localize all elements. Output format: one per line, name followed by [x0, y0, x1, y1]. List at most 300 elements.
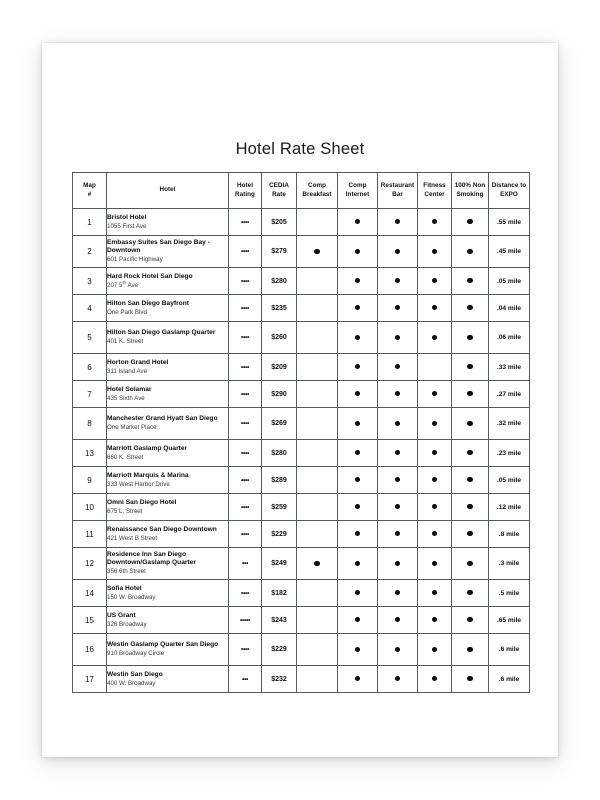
column-header-line: Rating — [235, 190, 255, 198]
bullet-dot-icon — [467, 335, 472, 340]
cell-map-number: 15 — [73, 607, 107, 634]
hotel-name: Westin San Diego — [107, 670, 163, 678]
cell-restaurant-bar — [378, 548, 418, 580]
cell-hotel — [107, 467, 229, 494]
hotel-name: Hotel Solamar — [107, 385, 152, 393]
bullet-dot-icon — [355, 219, 360, 224]
column-header-line: Center — [424, 190, 445, 198]
cell-comp-internet — [338, 209, 378, 236]
cell-restaurant-bar — [378, 607, 418, 634]
cell-hotel — [107, 494, 229, 521]
bullet-dot-icon — [467, 676, 472, 681]
cell-cedia-rate: $259 — [262, 494, 297, 521]
table-row — [73, 381, 530, 408]
table-row — [73, 467, 530, 494]
bullet-dot-icon — [395, 249, 400, 254]
hotel-address: 601 Pacific Highway — [107, 256, 163, 264]
column-header-line: Comp — [307, 181, 327, 189]
cell-comp-breakfast — [297, 408, 338, 440]
cell-hotel — [107, 354, 229, 381]
cell-restaurant-bar — [378, 209, 418, 236]
cell-restaurant-bar — [378, 467, 418, 494]
column-header-map — [73, 173, 107, 209]
cell-hotel-rating: •••• — [229, 354, 262, 381]
bullet-dot-icon — [467, 590, 472, 595]
cell-hotel — [107, 295, 229, 322]
cell-fitness-center — [418, 268, 452, 295]
bullet-dot-icon — [432, 531, 437, 536]
hotel-name: Bristol Hotel — [107, 213, 147, 221]
bullet-dot-icon — [432, 421, 437, 426]
cell-comp-internet — [338, 580, 378, 607]
cell-hotel — [107, 236, 229, 268]
cell-cedia-rate: $260 — [262, 322, 297, 354]
cell-restaurant-bar — [378, 381, 418, 408]
cell-fitness-center — [418, 494, 452, 521]
bullet-dot-icon — [432, 391, 437, 396]
bullet-dot-icon — [395, 676, 400, 681]
cell-distance-to-expo: .23 mile — [489, 440, 530, 467]
column-header-hotel — [107, 173, 229, 209]
cell-comp-internet — [338, 666, 378, 693]
cell-cedia-rate: $280 — [262, 440, 297, 467]
bullet-dot-icon — [355, 391, 360, 396]
table-row — [73, 521, 530, 548]
table-row — [73, 354, 530, 381]
column-header-smoking — [452, 173, 489, 209]
cell-distance-to-expo: .32 mile — [489, 408, 530, 440]
bullet-dot-icon — [395, 335, 400, 340]
cell-restaurant-bar — [378, 666, 418, 693]
cell-non-smoking — [452, 607, 489, 634]
bullet-dot-icon — [467, 364, 472, 369]
cell-cedia-rate: $249 — [262, 548, 297, 580]
cell-comp-breakfast — [297, 494, 338, 521]
cell-cedia-rate: $243 — [262, 607, 297, 634]
hotel-name: Hard Rock Hotel San Diego — [107, 272, 193, 280]
cell-map-number: 5 — [73, 322, 107, 354]
column-header-line: Comp — [348, 181, 367, 189]
table-row — [73, 209, 530, 236]
bullet-dot-icon — [467, 391, 472, 396]
hotel-name: Sofia Hotel — [107, 584, 142, 592]
cell-non-smoking — [452, 548, 489, 580]
column-header-line: Smoking — [456, 190, 484, 198]
hotel-name: Embassy Suites San Diego Bay - Downtown — [107, 238, 210, 255]
bullet-dot-icon — [355, 561, 360, 566]
cell-distance-to-expo: .06 mile — [489, 322, 530, 354]
bullet-dot-icon — [395, 617, 400, 622]
column-header-line: 100% Non — [454, 181, 486, 189]
bullet-dot-icon — [355, 590, 360, 595]
column-header-rate — [262, 173, 297, 209]
cell-map-number: 13 — [73, 440, 107, 467]
bullet-dot-icon — [395, 647, 400, 652]
cell-non-smoking — [452, 467, 489, 494]
hotel-address: 401 K. Street — [107, 338, 144, 345]
cell-map-number: 16 — [73, 634, 107, 666]
cell-comp-breakfast — [297, 521, 338, 548]
cell-comp-internet — [338, 381, 378, 408]
cell-comp-breakfast — [297, 666, 338, 693]
cell-hotel — [107, 548, 229, 580]
bullet-dot-icon — [467, 249, 472, 254]
cell-cedia-rate: $289 — [262, 467, 297, 494]
column-header-breakfast — [297, 173, 338, 209]
hotel-address: 400 W. Broadway — [107, 679, 156, 687]
cell-comp-internet — [338, 494, 378, 521]
cell-fitness-center — [418, 580, 452, 607]
hotel-name: Horton Grand Hotel — [107, 358, 169, 366]
bullet-dot-icon — [395, 421, 400, 426]
cell-restaurant-bar — [378, 440, 418, 467]
table-row — [73, 295, 530, 322]
bullet-dot-icon — [432, 561, 437, 566]
cell-distance-to-expo: .45 mile — [489, 236, 530, 268]
cell-distance-to-expo: .33 mile — [489, 354, 530, 381]
cell-comp-breakfast — [297, 268, 338, 295]
bullet-dot-icon — [467, 647, 472, 652]
cell-hotel-rating: •••• — [229, 580, 262, 607]
column-header-fitness — [418, 173, 452, 209]
bullet-dot-icon — [355, 504, 360, 509]
cell-hotel-rating: •••• — [229, 634, 262, 666]
cell-restaurant-bar — [378, 236, 418, 268]
bullet-dot-icon — [355, 617, 360, 622]
bullet-dot-icon — [467, 477, 472, 482]
cell-restaurant-bar — [378, 354, 418, 381]
table-row — [73, 236, 530, 268]
cell-non-smoking — [452, 408, 489, 440]
hotel-name: Residence Inn San Diego Downtown/Gaslamp Quarter — [107, 550, 196, 567]
hotel-address: 660 K. Street — [107, 453, 144, 461]
cell-comp-breakfast — [297, 467, 338, 494]
cell-hotel-rating: ••• — [229, 666, 262, 693]
cell-comp-internet — [338, 295, 378, 322]
cell-restaurant-bar — [378, 580, 418, 607]
hotel-name: Westin Gaslamp Quarter San Diego — [107, 641, 219, 649]
column-header-line: Bar — [392, 190, 403, 198]
cell-fitness-center — [418, 467, 452, 494]
cell-non-smoking — [452, 440, 489, 467]
cell-cedia-rate: $235 — [262, 295, 297, 322]
bullet-dot-icon — [432, 335, 437, 340]
cell-comp-breakfast — [297, 322, 338, 354]
bullet-dot-icon — [432, 450, 437, 455]
hotel-address: 356 6th Street — [107, 568, 146, 576]
cell-hotel — [107, 268, 229, 295]
cell-hotel — [107, 521, 229, 548]
bullet-dot-icon — [395, 219, 400, 224]
cell-cedia-rate: $232 — [262, 666, 297, 693]
table-row — [73, 494, 530, 521]
bullet-dot-icon — [467, 305, 472, 310]
column-header-line: Distance to — [491, 181, 527, 189]
cell-comp-internet — [338, 467, 378, 494]
table-body — [73, 209, 530, 693]
cell-non-smoking — [452, 580, 489, 607]
hotel-rate-table — [72, 172, 530, 693]
bullet-dot-icon — [432, 249, 437, 254]
bullet-dot-icon — [432, 676, 437, 681]
bullet-dot-icon — [432, 504, 437, 509]
column-header-line: EXPO — [500, 190, 518, 198]
cell-hotel-rating: •••• — [229, 408, 262, 440]
column-header-line: Rate — [272, 190, 286, 198]
cell-cedia-rate: $182 — [262, 580, 297, 607]
column-header-line: Map — [83, 181, 96, 189]
cell-hotel — [107, 381, 229, 408]
table-row — [73, 634, 530, 666]
cell-comp-breakfast — [297, 580, 338, 607]
hotel-name: Hilton San Diego Bayfront — [107, 299, 189, 307]
cell-hotel — [107, 408, 229, 440]
table-row — [73, 440, 530, 467]
cell-distance-to-expo: .3 mile — [489, 548, 530, 580]
cell-restaurant-bar — [378, 521, 418, 548]
hotel-name: Hilton San Diego Gaslamp Quarter — [107, 329, 216, 337]
table-row — [73, 268, 530, 295]
hotel-name: Marriott Gaslamp Quarter — [107, 444, 188, 452]
cell-distance-to-expo: .05 mile — [489, 467, 530, 494]
bullet-dot-icon — [395, 561, 400, 566]
cell-hotel — [107, 440, 229, 467]
bullet-dot-icon — [395, 364, 400, 369]
cell-restaurant-bar — [378, 494, 418, 521]
table-row — [73, 408, 530, 440]
cell-hotel — [107, 322, 229, 354]
hotel-address: One Market Place — [107, 424, 157, 431]
cell-comp-internet — [338, 548, 378, 580]
cell-comp-internet — [338, 607, 378, 634]
cell-restaurant-bar — [378, 322, 418, 354]
bullet-dot-icon — [432, 477, 437, 482]
column-header-line: Fitness — [423, 181, 446, 189]
cell-hotel-rating: •••• — [229, 494, 262, 521]
ordinal-suffix: th — [122, 279, 127, 285]
cell-non-smoking — [452, 381, 489, 408]
cell-restaurant-bar — [378, 295, 418, 322]
cell-cedia-rate: $209 — [262, 354, 297, 381]
cell-distance-to-expo: .04 mile — [489, 295, 530, 322]
bullet-dot-icon — [314, 561, 319, 566]
cell-hotel-rating: •••• — [229, 236, 262, 268]
cell-restaurant-bar — [378, 408, 418, 440]
table-row — [73, 548, 530, 580]
cell-fitness-center — [418, 236, 452, 268]
bullet-dot-icon — [395, 305, 400, 310]
bullet-dot-icon — [355, 477, 360, 482]
column-header-restbar — [378, 173, 418, 209]
cell-restaurant-bar — [378, 268, 418, 295]
cell-hotel-rating: •••• — [229, 322, 262, 354]
column-header-line: CEDIA — [269, 181, 289, 189]
hotel-address: One Park Blvd — [107, 308, 147, 316]
cell-non-smoking — [452, 268, 489, 295]
bullet-dot-icon — [467, 450, 472, 455]
column-header-line: Hotel — [237, 181, 253, 189]
cell-non-smoking — [452, 322, 489, 354]
cell-hotel — [107, 607, 229, 634]
cell-hotel-rating: ••••• — [229, 607, 262, 634]
hotel-name: Renaissance San Diego Downtown — [107, 525, 217, 533]
hotel-address: 311 Island Ave — [107, 367, 148, 375]
cell-map-number: 11 — [73, 521, 107, 548]
cell-hotel-rating: •••• — [229, 521, 262, 548]
cell-restaurant-bar — [378, 634, 418, 666]
cell-cedia-rate: $279 — [262, 236, 297, 268]
hotel-address: 1055 First Ave — [107, 222, 147, 230]
table-row — [73, 666, 530, 693]
cell-cedia-rate: $229 — [262, 634, 297, 666]
table-row — [73, 322, 530, 354]
cell-fitness-center — [418, 607, 452, 634]
hotel-address: 910 Broadway Circle — [107, 650, 165, 657]
cell-non-smoking — [452, 521, 489, 548]
cell-hotel-rating: ••• — [229, 548, 262, 580]
cell-hotel — [107, 209, 229, 236]
table-row — [73, 607, 530, 634]
document-page — [42, 43, 558, 757]
bullet-dot-icon — [395, 278, 400, 283]
bullet-dot-icon — [432, 219, 437, 224]
bullet-dot-icon — [355, 647, 360, 652]
bullet-dot-icon — [355, 676, 360, 681]
cell-comp-internet — [338, 440, 378, 467]
cell-cedia-rate: $229 — [262, 521, 297, 548]
cell-comp-internet — [338, 236, 378, 268]
cell-distance-to-expo: .6 mile — [489, 634, 530, 666]
cell-non-smoking — [452, 354, 489, 381]
hotel-address: 150 W. Broadway — [107, 593, 156, 601]
bullet-dot-icon — [395, 477, 400, 482]
cell-fitness-center — [418, 521, 452, 548]
cell-fitness-center — [418, 666, 452, 693]
hotel-address: 333 West Harbor Drive — [107, 480, 170, 488]
bullet-dot-icon — [467, 504, 472, 509]
cell-fitness-center — [418, 209, 452, 236]
bullet-dot-icon — [467, 421, 472, 426]
bullet-dot-icon — [395, 590, 400, 595]
cell-fitness-center — [418, 354, 452, 381]
cell-comp-breakfast — [297, 295, 338, 322]
cell-map-number: 2 — [73, 236, 107, 268]
bullet-dot-icon — [355, 450, 360, 455]
cell-map-number: 10 — [73, 494, 107, 521]
bullet-dot-icon — [355, 335, 360, 340]
column-header-rating — [229, 173, 262, 209]
cell-hotel-rating: •••• — [229, 440, 262, 467]
column-header-line: Hotel — [159, 186, 176, 194]
cell-hotel-rating: •••• — [229, 295, 262, 322]
cell-distance-to-expo: .27 mile — [489, 381, 530, 408]
cell-fitness-center — [418, 295, 452, 322]
cell-map-number: 6 — [73, 354, 107, 381]
table-header — [73, 173, 530, 209]
bullet-dot-icon — [467, 561, 472, 566]
bullet-dot-icon — [355, 531, 360, 536]
bullet-dot-icon — [467, 531, 472, 536]
bullet-dot-icon — [355, 305, 360, 310]
column-header-line: # — [87, 190, 92, 198]
bullet-dot-icon — [355, 421, 360, 426]
cell-cedia-rate: $280 — [262, 268, 297, 295]
cell-fitness-center — [418, 634, 452, 666]
bullet-dot-icon — [432, 305, 437, 310]
cell-comp-breakfast — [297, 440, 338, 467]
hotel-address: 326 Broadway — [107, 620, 147, 628]
cell-comp-breakfast — [297, 381, 338, 408]
hotel-name: Manchester Grand Hyatt San Diego — [107, 415, 218, 423]
cell-fitness-center — [418, 440, 452, 467]
cell-hotel-rating: •••• — [229, 209, 262, 236]
cell-comp-internet — [338, 634, 378, 666]
cell-comp-breakfast — [297, 209, 338, 236]
cell-non-smoking — [452, 494, 489, 521]
cell-distance-to-expo: .05 mile — [489, 268, 530, 295]
cell-distance-to-expo: .12 mile — [489, 494, 530, 521]
cell-cedia-rate: $205 — [262, 209, 297, 236]
cell-hotel — [107, 634, 229, 666]
cell-hotel-rating: •••• — [229, 268, 262, 295]
cell-non-smoking — [452, 295, 489, 322]
cell-comp-breakfast — [297, 236, 338, 268]
bullet-dot-icon — [467, 278, 472, 283]
cell-hotel — [107, 666, 229, 693]
hotel-address: 675 L. Street — [107, 507, 143, 515]
cell-non-smoking — [452, 236, 489, 268]
cell-map-number: 4 — [73, 295, 107, 322]
cell-distance-to-expo: .55 mile — [489, 209, 530, 236]
bullet-dot-icon — [467, 617, 472, 622]
cell-cedia-rate: $290 — [262, 381, 297, 408]
bullet-dot-icon — [432, 617, 437, 622]
column-header-internet — [338, 173, 378, 209]
bullet-dot-icon — [467, 219, 472, 224]
cell-non-smoking — [452, 666, 489, 693]
cell-distance-to-expo: .8 mile — [489, 521, 530, 548]
cell-map-number: 1 — [73, 209, 107, 236]
column-header-line: Breakfast — [302, 190, 332, 198]
cell-comp-internet — [338, 408, 378, 440]
table-row — [73, 580, 530, 607]
hotel-name: Omni San Diego Hotel — [107, 498, 177, 506]
bullet-dot-icon — [432, 278, 437, 283]
table-header-row — [73, 173, 530, 209]
cell-map-number: 8 — [73, 408, 107, 440]
cell-fitness-center — [418, 322, 452, 354]
cell-comp-internet — [338, 521, 378, 548]
page-title: Hotel Rate Sheet — [235, 140, 365, 158]
cell-map-number: 14 — [73, 580, 107, 607]
bullet-dot-icon — [395, 450, 400, 455]
bullet-dot-icon — [395, 391, 400, 396]
column-header-line: Internet — [345, 190, 370, 198]
cell-comp-breakfast — [297, 548, 338, 580]
cell-map-number: 7 — [73, 381, 107, 408]
cell-comp-internet — [338, 354, 378, 381]
cell-distance-to-expo: .5 mile — [489, 580, 530, 607]
cell-non-smoking — [452, 209, 489, 236]
hotel-address: 435 Sixth Ave — [107, 394, 145, 402]
bullet-dot-icon — [355, 364, 360, 369]
column-header-line: Restaurant — [380, 181, 415, 189]
bullet-dot-icon — [314, 249, 319, 254]
bullet-dot-icon — [355, 278, 360, 283]
cell-map-number: 9 — [73, 467, 107, 494]
hotel-address: 207 5th Ave — [107, 279, 139, 289]
bullet-dot-icon — [395, 531, 400, 536]
